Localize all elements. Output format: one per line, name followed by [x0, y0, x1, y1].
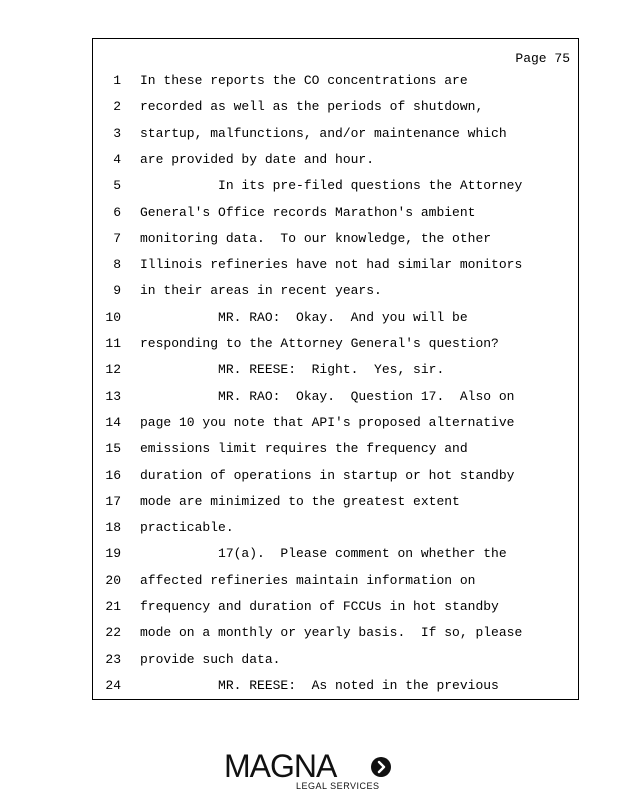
line-text: mode are minimized to the greatest extent: [140, 493, 460, 509]
transcript-line: [93, 546, 578, 566]
line-text: mode on a monthly or yearly basis. If so, please: [140, 625, 523, 641]
magna-logo: [224, 748, 396, 792]
page-number: Page 75: [515, 51, 570, 66]
line-number: 10: [105, 309, 121, 325]
transcript-line: [93, 126, 578, 146]
line-number: 8: [113, 257, 121, 273]
transcript-line: [93, 152, 578, 172]
line-text: MR. REESE: As noted in the previous: [140, 677, 499, 693]
transcript-line: [93, 494, 578, 514]
line-text: emissions limit requires the frequency and: [140, 441, 468, 457]
transcript-line: [93, 205, 578, 225]
transcript-line: [93, 389, 578, 409]
line-number: 18: [105, 520, 121, 536]
line-number: 15: [105, 441, 121, 457]
line-text: duration of operations in startup or hot standby: [140, 467, 515, 483]
line-number: 2: [113, 99, 121, 115]
line-number: 7: [113, 230, 121, 246]
line-number: 16: [105, 467, 121, 483]
line-number: 1: [113, 73, 121, 88]
line-number: 3: [113, 125, 121, 141]
line-text: MR. REESE: Right. Yes, sir.: [140, 362, 445, 378]
line-number: 24: [105, 677, 121, 693]
line-number: 20: [105, 572, 121, 588]
transcript-line: [93, 99, 578, 119]
transcript-line: [93, 678, 578, 698]
transcript-line: [93, 73, 578, 93]
line-text: startup, malfunctions, and/or maintenance which: [140, 125, 507, 141]
line-number: 23: [105, 651, 121, 667]
line-text: In its pre-filed questions the Attorney: [140, 178, 523, 194]
transcript-line: [93, 336, 578, 356]
transcript-line: [93, 573, 578, 593]
line-number: 9: [113, 283, 121, 299]
transcript-line: [93, 178, 578, 198]
transcript-line: [93, 283, 578, 303]
line-text: in their areas in recent years.: [140, 283, 382, 299]
transcript-line: [93, 257, 578, 277]
line-text: are provided by date and hour.: [140, 151, 375, 167]
line-text: page 10 you note that API's proposed alternative: [140, 414, 515, 430]
arrow-circle-icon: [371, 757, 391, 777]
line-number: 13: [105, 388, 121, 404]
line-number: 4: [113, 151, 121, 167]
transcript-page: [92, 38, 579, 700]
line-text: Illinois refineries have not had similar monitors: [140, 257, 523, 273]
transcript-line: [93, 625, 578, 645]
line-text: In these reports the CO concentrations are: [140, 73, 468, 88]
line-text: provide such data.: [140, 651, 281, 667]
transcript-line: [93, 362, 578, 382]
line-text: practicable.: [140, 520, 234, 536]
transcript-line: [93, 520, 578, 540]
logo-wordmark: MAGNA: [224, 748, 337, 784]
line-text: General's Office records Marathon's ambient: [140, 204, 476, 220]
transcript-line: [93, 231, 578, 251]
line-number: 14: [105, 414, 121, 430]
line-number: 12: [105, 362, 121, 378]
logo-subtitle: LEGAL SERVICES: [296, 781, 380, 791]
transcript-line: [93, 310, 578, 330]
line-text: recorded as well as the periods of shutdown,: [140, 99, 484, 115]
transcript-line: [93, 441, 578, 461]
line-text: affected refineries maintain information on: [140, 572, 476, 588]
transcript-line: [93, 468, 578, 488]
line-text: MR. RAO: Okay. And you will be: [140, 309, 468, 325]
line-text: monitoring data. To our knowledge, the other: [140, 230, 492, 246]
line-text: frequency and duration of FCCUs in hot standby: [140, 599, 499, 614]
transcript-line: [93, 415, 578, 435]
line-number: 22: [105, 625, 121, 641]
line-number: 11: [105, 336, 121, 351]
line-number: 21: [105, 599, 121, 614]
line-number: 6: [113, 204, 121, 220]
line-text: responding to the Attorney General's question?: [140, 336, 499, 351]
line-number: 19: [105, 546, 121, 562]
line-number: 17: [105, 493, 121, 509]
transcript-line: [93, 599, 578, 619]
line-number: 5: [113, 178, 121, 194]
transcript-line: [93, 652, 578, 672]
line-text: MR. RAO: Okay. Question 17. Also on: [140, 388, 515, 404]
line-text: 17(a). Please comment on whether the: [140, 546, 507, 562]
